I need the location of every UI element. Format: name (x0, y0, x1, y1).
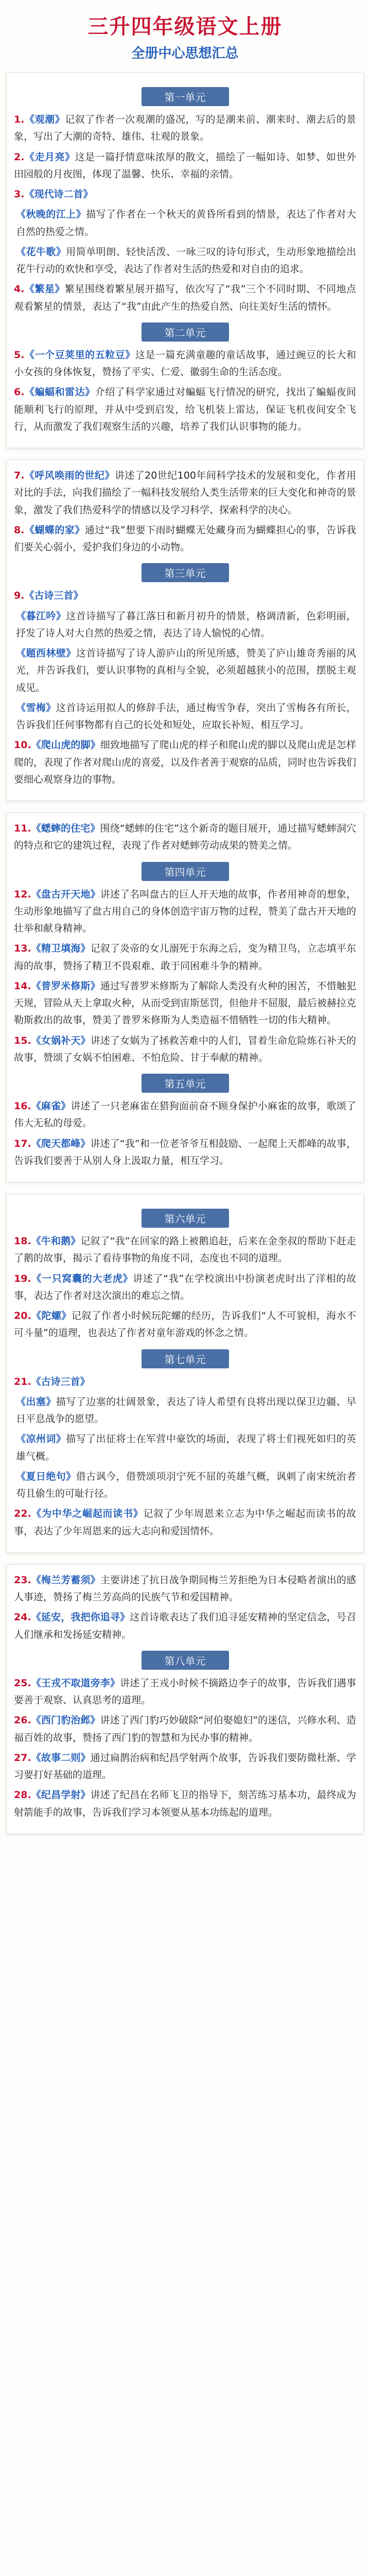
item-title: 《蝙蝠和雷达》 (24, 386, 95, 398)
list-item (14, 1712, 356, 1747)
item-title: 《麻雀》 (31, 1100, 71, 1112)
item-number: 1. (14, 114, 25, 125)
sub-text: 这首诗描写了暮江落日和新月初升的情景，格调清新，色彩明丽，抒发了诗人对大自然的热爱之情，表达了诗人愉悦的心情。 (16, 610, 356, 639)
sub-item (14, 1431, 356, 1465)
sub-title: 《暮江吟》 (16, 610, 66, 622)
list-item (14, 1505, 356, 1540)
sub-text: 描写了边塞的壮阔景象，表达了诗人希望有良将出现以保卫边疆、早日平息战争的愿望。 (16, 1396, 356, 1425)
item-number: 12. (14, 888, 31, 900)
item-text: 记叙了作者一次观潮的盛况，写的是潮来前、潮来时、潮去后的景象，写出了大潮的奇特、雄伟、壮观的景象。 (14, 114, 356, 143)
unit-header: 第四单元 (142, 862, 229, 881)
list-item (14, 1750, 356, 1784)
item-text: 记叙了作者小时候玩陀螺的经历，告诉我们“人不可貌相，海水不可斗量”的道理，也表达了作者对童年游戏的怀念之情。 (14, 1310, 356, 1339)
item-text: 讲述了“我”在学校演出中扮演老虎时出了洋相的故事，表达了作者对这次演出的难忘之情。 (14, 1273, 356, 1301)
item-text: 通过扁鹊治病和纪昌学射两个故事，告诉我们要防微杜渐、学习要打好基础的道理。 (14, 1752, 356, 1781)
sub-item (14, 700, 356, 734)
list-item (14, 1032, 356, 1067)
sub-item (14, 608, 356, 642)
sheet-5 (6, 1564, 364, 1834)
item-title: 《普罗米修斯》 (31, 980, 100, 992)
item-title: 《爬天都峰》 (31, 1138, 91, 1149)
list-item (14, 111, 356, 146)
item-text: 通过“我”想要下雨时蝴蝶无处藏身而为蝴蝶担心的事，告诉我们要关心弱小，爱护我们身边的小动物。 (14, 524, 356, 553)
page-title: 三升四年级语文上册 (87, 15, 283, 39)
unit-header: 第八单元 (142, 1651, 229, 1670)
item-title: 《呼风唤雨的世纪》 (24, 470, 115, 481)
sub-item (14, 1468, 356, 1503)
sub-title: 《夏日绝句》 (16, 1470, 76, 1482)
item-number: 4. (14, 283, 25, 295)
item-title: 《蟋蟀的住宅》 (31, 823, 100, 834)
item-title: 《古诗三首》 (31, 1376, 90, 1387)
item-number: 23. (14, 1574, 31, 1586)
list-item (14, 347, 356, 381)
item-title: 《走月亮》 (24, 151, 75, 163)
item-number: 16. (14, 1100, 31, 1112)
item-text: 记叙了少年周恩来立志为中华之崛起而读书的故事，表达了少年周恩来的远大志向和爱国情怀。 (14, 1508, 356, 1537)
unit-header: 第七单元 (142, 1349, 229, 1368)
item-text: 繁星围绕着繁星展开描写，依次写了“我”三个不同时期、不同地点观看繁星的情景，表达了“我”由此产生的热爱自然、向往美好生活的情怀。 (14, 283, 356, 312)
item-text: 围绕“蟋蟀的住宅”这个新奇的题目展开，通过描写蟋蟀洞穴的特点和它的建筑过程，表现了作者对蟋蟀劳动成果的赞美之情。 (14, 823, 356, 852)
list-item (14, 1233, 356, 1267)
sheet-1 (6, 72, 364, 448)
item-number: 22. (14, 1508, 31, 1520)
list-item (14, 587, 356, 604)
item-title: 《一个豆荚里的五粒豆》 (24, 349, 135, 361)
unit-header: 第五单元 (142, 1074, 229, 1093)
sub-item (14, 244, 356, 278)
item-title: 《古诗三首》 (24, 590, 83, 602)
item-text: 记叙了“我”在回家的路上被鹅追赶，后来在金奎叔的帮助下赶走了鹅的故事，揭示了看待事物的角度不同，态度也不同的道理。 (14, 1235, 356, 1264)
list-item (14, 1675, 356, 1709)
item-number: 9. (14, 590, 25, 602)
item-number: 5. (14, 349, 25, 361)
sub-text: 描写了出征将士在军营中豪饮的场面，表现了将士们视死如归的英雄气概。 (16, 1433, 356, 1462)
item-title: 《延安，我把你追寻》 (31, 1612, 130, 1623)
sub-title: 《花牛歌》 (16, 246, 66, 258)
item-title: 《陀螺》 (31, 1310, 72, 1321)
sheet-2 (6, 460, 364, 801)
sub-item (14, 645, 356, 697)
list-item (14, 1270, 356, 1305)
sub-text: 这首诗运用拟人的修辞手法，通过梅雪争春，突出了雪梅各有所长，告诉我们任何事物都有自己的长处和短处，应取长补短、相互学习。 (16, 702, 356, 731)
item-number: 24. (14, 1612, 31, 1623)
item-number: 18. (14, 1235, 31, 1247)
item-title: 《为中华之崛起而读书》 (31, 1508, 144, 1520)
page-subtitle: 全册中心思想汇总 (131, 46, 239, 61)
item-text: 讲述了纪昌在名师飞卫的指导下，刻苦练习基本功，最终成为射箭能手的故事，告诉我们学习本领要从基本功练起的道理。 (14, 1789, 356, 1818)
item-number: 17. (14, 1138, 31, 1149)
item-title: 《牛和鹅》 (31, 1235, 81, 1247)
sub-text: 用简单明朗、轻快活泼、一咏三叹的诗句形式，生动形象地描绘出花牛行动的欢快和享受，表达了作者对生活的热爱和对自由的追求。 (16, 246, 356, 275)
item-number: 25. (14, 1677, 31, 1689)
item-title: 《故事二则》 (31, 1752, 91, 1764)
list-item (14, 149, 356, 183)
item-text: 通过写普罗米修斯为了解除人类没有火种的困苦，不惜触犯天规，冒险从天上拿取火种，从而受到宙斯惩罚，但他并不屈服，最后被赫拉克勒斯救出的故事，赞美了普罗米修斯为人类造福不惜牺牲一切的伟大精神。 (14, 980, 357, 1026)
sub-title: 《题西林壁》 (16, 648, 76, 659)
list-item (14, 1374, 356, 1391)
unit-header: 第六单元 (142, 1209, 229, 1228)
list-item (14, 384, 356, 435)
unit-header: 第一单元 (142, 87, 229, 106)
item-text: 讲述了20世纪100年间科学技术的发展和变化，作者用对比的手法，向我们描绘了一幅科技发展给人类生活带来的巨大变化和神奇的景象，激发了我们热爱科学的情感以及学习科学、探索科学的决心。 (14, 470, 357, 516)
item-text: 讲述了一只老麻雀在猎狗面前奋不顾身保护小麻雀的故事，歌颂了伟大无私的母爱。 (14, 1100, 356, 1129)
item-text: 细致地描写了爬山虎的样子和爬山虎的脚以及爬山虎是怎样爬的，表现了作者对爬山虎的喜爱，以及作者善于观察的品质，同时也告诉我们要细心观察身边的事物。 (14, 739, 357, 785)
item-number: 20. (14, 1310, 31, 1321)
item-number: 6. (14, 386, 25, 398)
item-title: 《现代诗二首》 (24, 189, 93, 200)
item-number: 14. (14, 980, 31, 992)
sub-title: 《雪梅》 (16, 702, 56, 714)
item-title: 《精卫填海》 (31, 943, 91, 955)
sub-title: 《秋晚的江上》 (16, 209, 86, 221)
list-item (14, 940, 356, 975)
item-title: 《纪昌学射》 (31, 1789, 91, 1801)
item-number: 26. (14, 1715, 31, 1726)
item-text: 讲述了女娲为了拯救苦难中的人们，冒着生命危险炼石补天的故事，赞颂了女娲不怕困难、不怕危险、甘于奉献的精神。 (14, 1035, 356, 1063)
item-text: 这是一篇充满童趣的童话故事，通过豌豆的长大和小女孩的身体恢复，赞扬了平实、仁爱、徽弱生命的生活态度。 (14, 349, 356, 378)
item-title: 《繁星》 (24, 283, 65, 295)
item-title: 《观潮》 (24, 114, 65, 125)
list-item (14, 1098, 356, 1132)
list-item (14, 467, 356, 519)
item-number: 2. (14, 151, 25, 163)
item-title: 《一只窝囊的大老虎》 (31, 1273, 133, 1284)
sub-item (14, 206, 356, 241)
sheet-3 (6, 812, 364, 1182)
item-number: 3. (14, 189, 25, 200)
item-title: 《王戎不取道旁李》 (31, 1677, 120, 1689)
list-item (14, 1609, 356, 1643)
sub-item (14, 1394, 356, 1428)
sub-text: 描写了作者在一个秋天的黄昏所看到的情景，表达了作者对大自然的热爱之情。 (16, 209, 356, 238)
item-text: 讲述了“我”和一位老爷爷互相鼓励、一起爬上天都峰的故事，告诉我们要善于从别人身上汲取力量，相互学习。 (14, 1138, 356, 1166)
sheet-4 (6, 1194, 364, 1553)
list-item (14, 1572, 356, 1606)
list-item (14, 1308, 356, 1342)
sub-title: 《凉州词》 (16, 1433, 66, 1445)
item-number: 27. (14, 1752, 31, 1764)
list-item (14, 281, 356, 315)
item-number: 19. (14, 1273, 31, 1284)
item-number: 21. (14, 1376, 31, 1387)
item-number: 10. (14, 739, 31, 751)
item-title: 《女娲补天》 (31, 1035, 91, 1046)
list-item (14, 186, 356, 203)
item-text: 这首诗歌表达了我们追寻延安精神的坚定信念，号召人们继承和发扬延安精神。 (14, 1612, 356, 1640)
item-text: 讲述了名叫盘古的巨人开天地的故事，作者用神奇的想象，生动形象地描写了盘古用自己的身体创造宇宙万物的过程，赞美了盘古开天地的壮举和献身精神。 (14, 888, 357, 934)
item-text: 记叙了炎帝的女儿溺死于东海之后，变为精卫鸟，立志填平东海的故事，赞扬了精卫不畏艰难、敢于同困难斗争的精神。 (14, 943, 356, 972)
item-number: 15. (14, 1035, 31, 1046)
item-title: 《爬山虎的脚》 (31, 739, 100, 751)
list-item (14, 1136, 356, 1170)
item-number: 11. (14, 823, 31, 834)
list-item (14, 978, 356, 1029)
item-title: 《蝴蝶的家》 (24, 524, 85, 536)
item-number: 13. (14, 943, 31, 955)
item-number: 8. (14, 524, 25, 536)
item-number: 7. (14, 470, 25, 481)
item-text: 这是一篇抒情意味浓厚的散文，描绘了一幅如诗、如梦、如世外田园般的月夜图，体现了温馨、快乐、幸福的亲情。 (14, 151, 356, 180)
item-text: 介绍了科学家通过对蝙蝠飞行情况的研究，找出了蝙蝠夜间能顺利飞行的原理，并从中受到启发，给飞机装上雷达，保证飞机夜间安全飞行，从而激发了我们观察生活的兴趣，培养了我们认识事物的能力。 (14, 386, 356, 432)
item-title: 《梅兰芳蓄须》 (31, 1574, 100, 1586)
item-text: 讲述了西门豹巧妙破除“河伯娶媳妇”的迷信，兴修水利、造福百姓的故事，赞扬了西门豹的智慧和为民办事的精神。 (14, 1715, 356, 1743)
item-title: 《盘古开天地》 (31, 888, 100, 900)
list-item (14, 1787, 356, 1821)
list-item (14, 820, 356, 855)
item-title: 《西门豹治邺》 (31, 1715, 100, 1726)
item-text: 主要讲述了抗日战争期间梅兰芳拒绝为日本侵略者演出的感人事迹，赞扬了梅兰芳高尚的民族气节和爱国精神。 (14, 1574, 356, 1603)
sub-text: 借古讽今，借赞颂项羽宁死不屈的英雄气概，讽刺了南宋统治者苟且偷生的可耻行径。 (16, 1470, 356, 1499)
item-number: 28. (14, 1789, 31, 1801)
sub-text: 这首诗描写了诗人游庐山的所见所感，赞美了庐山雄奇秀丽的风光，并告诉我们，要认识事物的真相与全貌，必须超越狭小的范围，摆脱主观成见。 (16, 648, 356, 693)
unit-header: 第三单元 (142, 563, 229, 582)
sub-title: 《出塞》 (16, 1396, 56, 1408)
list-item (14, 886, 356, 938)
unit-header: 第二单元 (142, 323, 229, 342)
list-item (14, 522, 356, 556)
item-text: 讲述了王戎小时候不摘路边李子的故事，告诉我们遇事要善于观察、认真思考的道理。 (14, 1677, 356, 1706)
list-item (14, 737, 356, 788)
